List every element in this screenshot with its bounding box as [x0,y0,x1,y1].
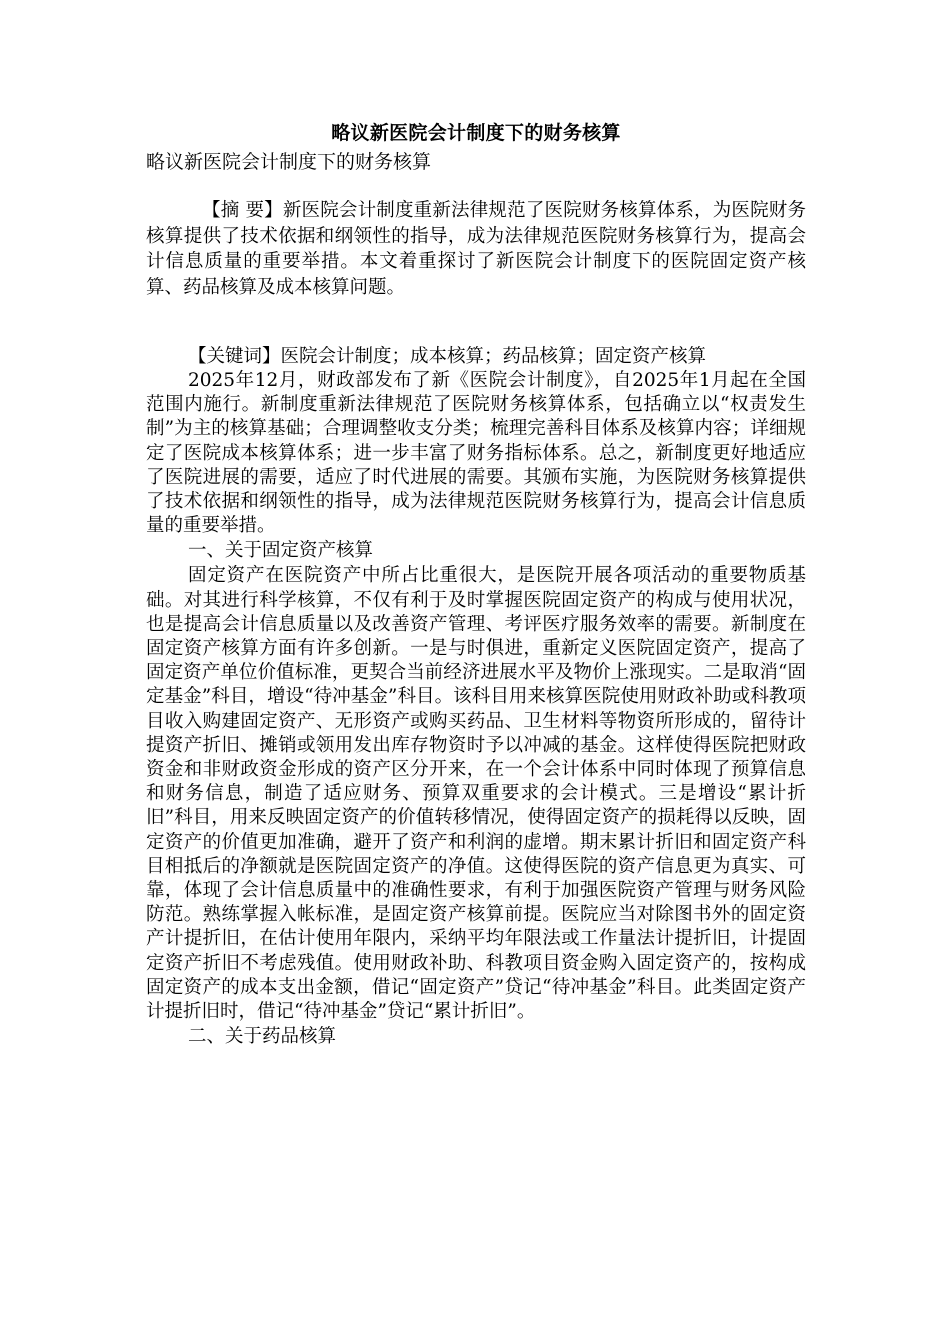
section-heading-fixed-assets: 一、关于固定资产核算 [188,540,374,562]
keywords-paragraph: 【关键词】医院会计制度；成本核算；药品核算；固定资产核算 [188,346,707,367]
document-title: 略议新医院会计制度下的财务核算 [331,122,621,144]
section-heading-drugs: 二、关于药品核算 [188,1026,337,1048]
document-page [146,118,806,1050]
intro-paragraph: 2025年12月，财政部发布了新《医院会计制度》，自2025年1月起在全国范围内施行。新制度重新法律规范了医院财务核算体系，包括确立以“权责发生制”为主的核算基础；合理调整收支分类；梳理完善科目体系及核算内容；详细规定了医院成本核算体系；进一步丰富了财务指标体系。总之，新制度更好地适应了医院进展的需要，适应了时代进展的需要。其颁布实施，为医院财务核算提供了技术依据和纲领性的指导，成为法律规范医院财务核算行为，提高会计信息质量的重要举措。 [146,370,806,537]
document-subtitle: 略议新医院会计制度下的财务核算 [146,151,432,173]
fixed-assets-paragraph: 固定资产在医院资产中所占比重很大，是医院开展各项活动的重要物质基础。对其进行科学核算，不仅有利于及时掌握医院固定资产的构成与使用状况，也是提高会计信息质量以及改善资产管理、考评医疗服务效率的需要。新制度在固定资产核算方面有许多创新。一是与时俱进，重新定义医院固定资产，提高了固定资产单位价值标准，更契合当前经济进展水平及物价上涨现实。二是取消“固定基金”科目，增设“待冲基金”科目。该科目用来核算医院使用财政补助或科教项目收入购建固定资产、无形资产或购买药品、卫生材料等物资所形成的，留待计提资产折旧、摊销或领用发出库存物资时予以冲减的基金。这样使得医院把财政资金和非财政资金形成的资产区分开来，在一个会计体系中同时体现了预算信息和财务信息，制造了适应财务、预算双重要求的会计模式。三是增设“累计折旧”科目，用来反映固定资产的价值转移情况，使得固定资产的损耗得以反映，固定资产的价值更加准确，避开了资产和利润的虚增。期末累计折旧和固定资产科目相抵后的净额就是医院固定资产的净值。这使得医院的资产信息更为真实、可靠，体现了会计信息质量中的准确性要求，有利于加强医院资产管理与财务风险防范。熟练掌握入帐标准，是固定资产核算前提。医院应当对除图书外的固定资产计提折旧，在估计使用年限内，采纳平均年限法或工作量法计提折旧，计提固定资产折旧不考虑残值。使用财政补助、科教项目资金购入固定资产的，按构成固定资产的成本支出金额，借记“固定资产”贷记“待冲基金”科目。此类固定资产计提折旧时，借记“待冲基金”贷记“累计折旧”。 [146,565,806,1023]
abstract-paragraph: 【摘 要】新医院会计制度重新法律规范了医院财务核算体系，为医院财务核算提供了技术依据和纲领性的指导，成为法律规范医院财务核算行为，提高会计信息质量的重要举措。本文着重探讨了新医院会计制度下的医院固定资产核算、药品核算及成本核算问题。 [146,200,806,298]
